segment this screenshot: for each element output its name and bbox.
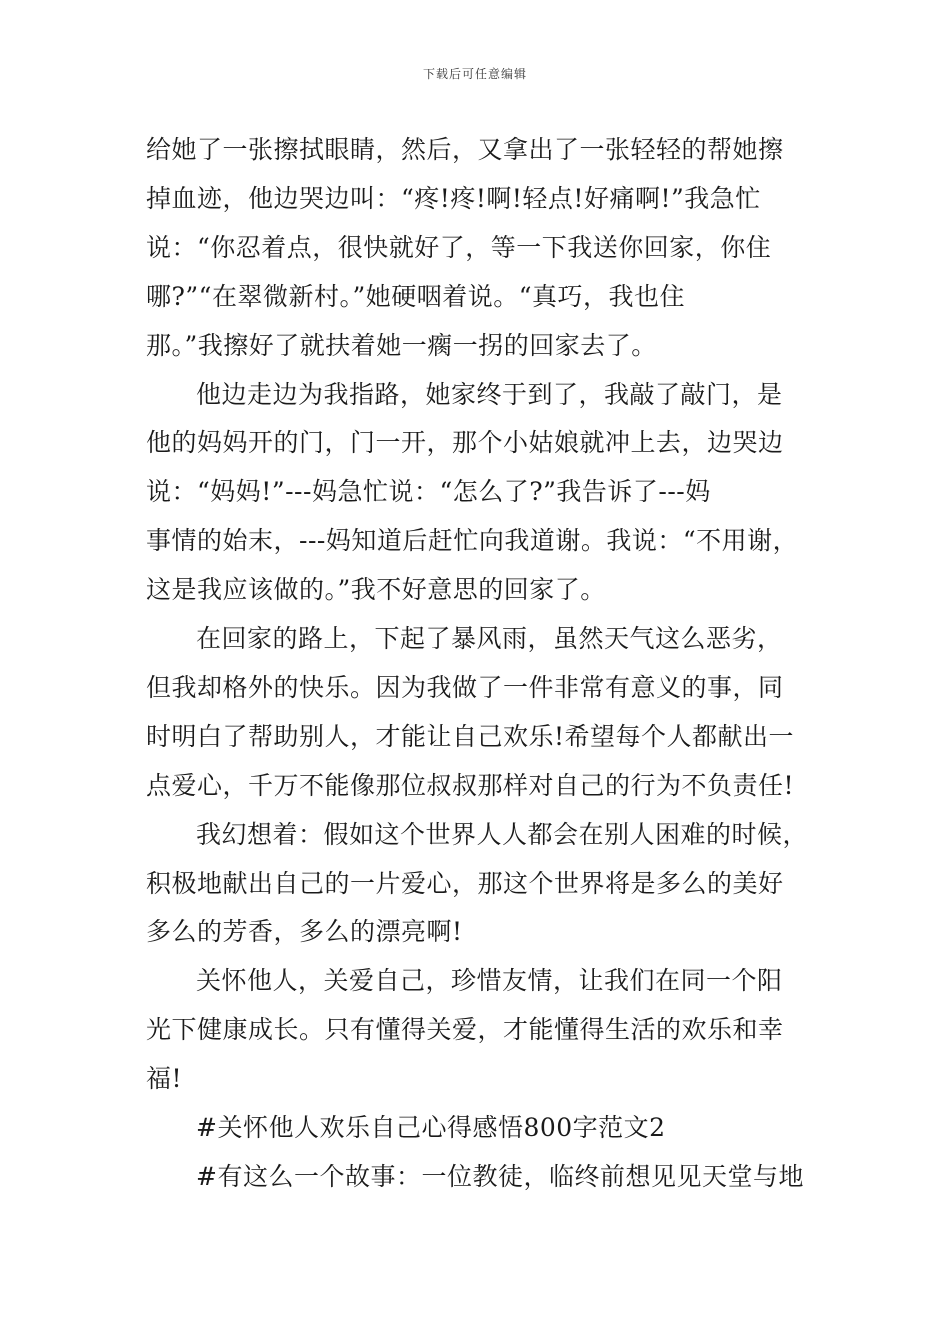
text-line: 点爱心，千万不能像那位叔叔那样对自己的行为不负责任!	[146, 770, 795, 800]
text-line: 多么的芳香，多么的漂亮啊!	[146, 917, 463, 947]
text-line: 在回家的路上，下起了暴风雨，虽然天气这么恶劣，	[196, 624, 783, 653]
text-line: 但我却格外的快乐。因为我做了一件非常有意义的事，同	[146, 672, 784, 702]
text-line: 关怀他人，关爱自己，珍惜友情，让我们在同一个阳	[196, 966, 783, 996]
text-line: 掉血迹，他边哭边叫：“疼!疼!啊!轻点!好痛啊!”我急忙	[146, 183, 761, 213]
text-line: 事情的始末，---妈知道后赶忙向我道谢。我说：“不用谢，	[146, 526, 799, 556]
text-line: 光下健康成长。只有懂得关爱，才能懂得生活的欢乐和幸	[146, 1015, 784, 1045]
text-line: 说：“你忍着点，很快就好了，等一下我送你回家，你住	[146, 232, 772, 262]
text-line: 积极地献出自己的一片爱心，那这个世界将是多么的美好	[146, 868, 784, 898]
text-line: #关怀他人欢乐自己心得感悟800字范文2	[196, 1113, 666, 1142]
text-line: #有这么一个故事：一位教徒，临终前想见见天堂与地	[196, 1161, 804, 1191]
text-line: 哪?”“在翠微新村。”她硬咽着说。“真巧，我也住	[146, 281, 686, 311]
text-line: 他的妈妈开的门，门一开，那个小姑娘就冲上去，边哭边	[146, 428, 784, 458]
text-line: 时明白了帮助别人，才能让自己欢乐!希望每个人都献出一	[146, 721, 795, 751]
page-header: 下载后可任意编辑	[422, 67, 527, 81]
text-line: 那。”我擦好了就扶着她一瘸一拐的回家去了。	[146, 330, 657, 360]
text-line: 我幻想着：假如这个世界人人都会在别人困难的时候，	[196, 819, 809, 849]
text-line: 给她了一张擦拭眼睛，然后，又拿出了一张轻轻的帮她擦	[146, 135, 784, 164]
text-line: 福!	[146, 1064, 183, 1094]
text-line: 这是我应该做的。”我不好意思的回家了。	[146, 575, 606, 605]
text-line: 他边走边为我指路，她家终于到了，我敲了敲门，是	[196, 379, 783, 409]
text-line: 说：“妈妈!”---妈急忙说：“怎么了?”我告诉了---妈	[146, 477, 711, 507]
